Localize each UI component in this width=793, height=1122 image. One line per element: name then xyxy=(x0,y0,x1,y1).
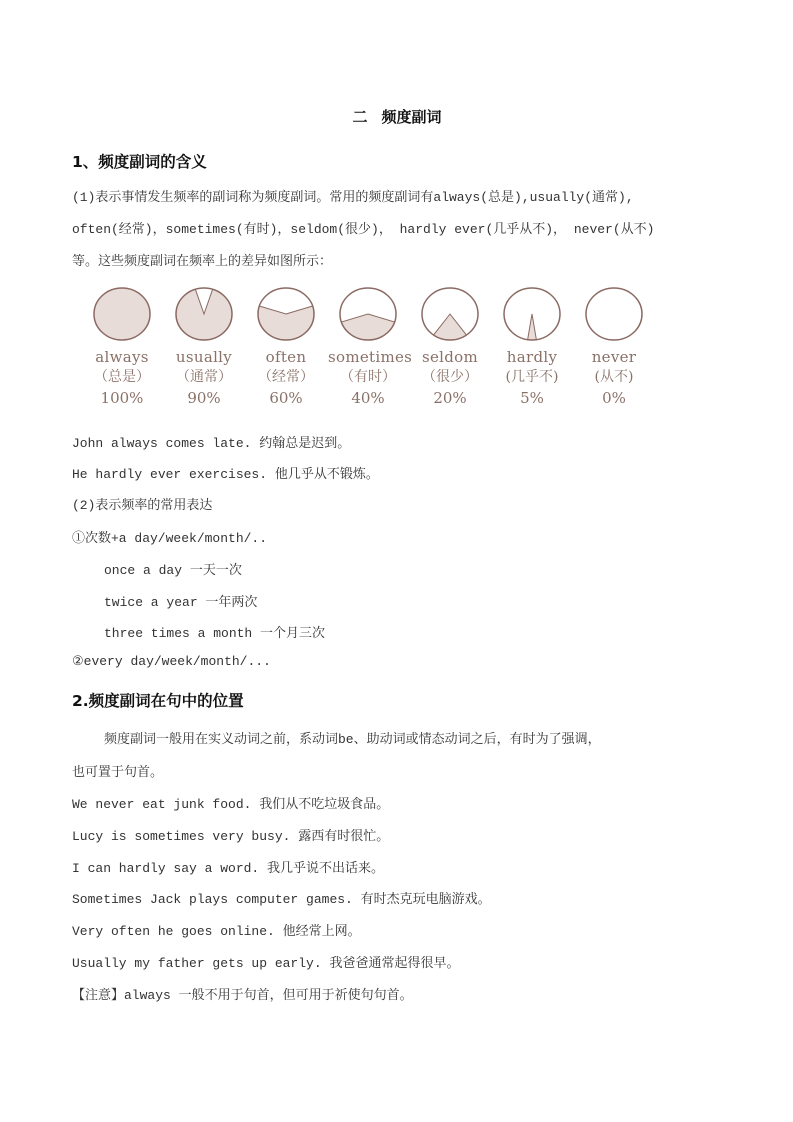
pie-sometimes xyxy=(336,284,400,344)
para1-line-1: (1)表示事情发生频率的副词称为频度副词。常用的频度副词有always(总是),usually(通常), xyxy=(72,190,634,205)
example-line: John always comes late. 约翰总是迟到。 xyxy=(72,436,351,451)
pie-percent-label: 0% xyxy=(602,389,626,407)
page-title xyxy=(72,106,722,127)
frequency-item-hardly xyxy=(492,284,572,408)
example-line: We never eat junk food. 我们从不吃垃圾食品。 xyxy=(72,797,390,812)
expression-item: three times a month 一个月三次 xyxy=(104,626,326,641)
pie-percent-label: 100% xyxy=(100,389,144,407)
frequency-item-sometimes xyxy=(328,284,413,408)
pie-filled-slice xyxy=(434,314,467,340)
title-text: 频度副词 xyxy=(381,108,442,126)
pie-filled-slice xyxy=(258,306,314,340)
pie-percent-label: 90% xyxy=(187,389,221,407)
para2-line-2: 也可置于句首。 xyxy=(72,765,164,780)
pie-always xyxy=(90,284,154,344)
pie-filled-slice xyxy=(528,314,537,340)
pie-word-label: seldom xyxy=(421,348,479,366)
frequency-item-always xyxy=(82,284,162,408)
expression-1: ①次数+a day/week/month/.. xyxy=(72,531,268,546)
pie-never xyxy=(582,284,646,344)
pie-usually xyxy=(172,284,236,344)
expression-item: once a day 一天一次 xyxy=(104,563,242,578)
pie-chinese-label: （通常） xyxy=(176,369,232,385)
frequency-item-seldom xyxy=(410,284,490,408)
section2-heading: 2.频度副词在句中的位置 xyxy=(72,692,244,710)
para2-line-1: 频度副词一般用在实义动词之前，系动词be、助动词或情态动词之后，有时为了强调， xyxy=(104,732,601,747)
example-line: Sometimes Jack plays computer games. 有时杰克玩电脑游戏。 xyxy=(72,892,491,907)
pie-hardly xyxy=(500,284,564,344)
note-line: 【注意】always 一般不用于句首，但可用于祈使句句首。 xyxy=(72,988,413,1003)
pie-word-label: hardly xyxy=(506,348,558,366)
example-line: Very often he goes online. 他经常上网。 xyxy=(72,924,361,939)
pie-filled-slice xyxy=(341,314,394,340)
pie-percent-label: 5% xyxy=(520,389,544,407)
title-number: 二 xyxy=(352,108,368,126)
para1-line-3: 等。这些频度副词在频率上的差异如图所示： xyxy=(72,254,333,269)
pie-chinese-label: (几乎不) xyxy=(505,369,559,385)
pie-percent-label: 60% xyxy=(269,389,303,407)
frequency-figure xyxy=(82,284,662,414)
pie-word-label: sometimes xyxy=(328,348,413,366)
pie-chinese-label: （很少） xyxy=(422,369,478,385)
frequency-item-usually xyxy=(164,284,244,408)
frequency-item-often xyxy=(246,284,326,408)
pie-chinese-label: （有时） xyxy=(340,369,396,385)
example-line: Lucy is sometimes very busy. 露西有时很忙。 xyxy=(72,829,390,844)
pie-word-label: always xyxy=(95,348,149,366)
expression-2: ②every day/week/month/... xyxy=(72,654,271,669)
sub-heading-2: (2)表示频率的常用表达 xyxy=(72,498,213,513)
pie-outline xyxy=(586,288,642,340)
pie-often xyxy=(254,284,318,344)
pie-percent-label: 20% xyxy=(433,389,467,407)
pie-seldom xyxy=(418,284,482,344)
pie-word-label: usually xyxy=(175,348,233,366)
para1-line-2: often(经常)，sometimes(有时)，seldom(很少)， hardly ever(几乎从不)， never(从不) xyxy=(72,222,655,237)
pie-word-label: often xyxy=(265,348,307,366)
expression-item: twice a year 一年两次 xyxy=(104,595,258,610)
section1-heading: 1、频度副词的含义 xyxy=(72,153,207,171)
pie-chinese-label: (从不) xyxy=(594,369,634,385)
example-line: He hardly ever exercises. 他几乎从不锻炼。 xyxy=(72,467,379,482)
pie-chinese-label: （总是） xyxy=(94,369,150,385)
frequency-item-never xyxy=(574,284,654,408)
example-line: Usually my father gets up early. 我爸爸通常起得很早。 xyxy=(72,956,460,971)
pie-percent-label: 40% xyxy=(351,389,385,407)
pie-chinese-label: （经常） xyxy=(258,369,314,385)
example-line: I can hardly say a word. 我几乎说不出话来。 xyxy=(72,861,385,876)
pie-word-label: never xyxy=(591,348,637,366)
